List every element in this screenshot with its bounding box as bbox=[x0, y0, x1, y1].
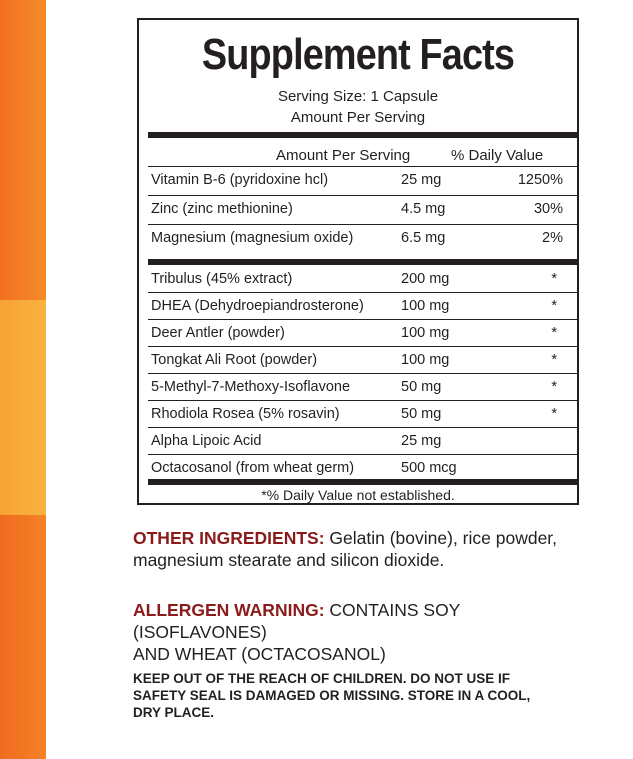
nutrient-amount: 25 mg bbox=[401, 433, 442, 449]
nutrient-amount: 50 mg bbox=[401, 406, 442, 422]
amount-per-serving: Amount Per Serving bbox=[290, 109, 426, 126]
nutrient-row bbox=[148, 292, 577, 318]
nutrient-name: DHEA (Dehydroepiandrosterone) bbox=[151, 298, 364, 314]
nutrient-row bbox=[148, 265, 577, 291]
nutrient-row bbox=[148, 427, 577, 453]
nutrient-daily-value: 2% bbox=[542, 230, 563, 246]
nutrient-daily-value: * bbox=[551, 298, 557, 314]
other-ingredients-text-2: magnesium stearate and silicon dioxide. bbox=[133, 550, 445, 570]
nutrient-daily-value: * bbox=[551, 379, 557, 395]
nutrient-row bbox=[148, 195, 577, 221]
allergen-text-2: AND WHEAT (OCTACOSANOL) bbox=[133, 644, 386, 664]
thick-rule-top bbox=[148, 132, 577, 138]
nutrient-row bbox=[148, 346, 577, 372]
nutrient-daily-value: * bbox=[551, 271, 557, 287]
facts-title: Supplement Facts bbox=[201, 30, 515, 79]
allergen-label: ALLERGEN WARNING: bbox=[133, 600, 325, 620]
nutrient-name: Tribulus (45% extract) bbox=[151, 271, 293, 287]
nutrient-amount: 4.5 mg bbox=[401, 201, 446, 217]
other-ingredients-label: OTHER INGREDIENTS: bbox=[133, 528, 325, 548]
column-header-dv: % Daily Value bbox=[451, 147, 544, 164]
nutrient-row bbox=[148, 166, 577, 192]
nutrient-name: Octacosanol (from wheat germ) bbox=[151, 460, 355, 476]
other-ingredients-text-1: Gelatin (bovine), rice powder, bbox=[329, 528, 558, 548]
supplement-facts-panel bbox=[137, 18, 579, 505]
stripe-bottom bbox=[0, 515, 46, 759]
nutrient-amount: 200 mg bbox=[401, 271, 450, 287]
nutrient-name: Rhodiola Rosea (5% rosavin) bbox=[151, 406, 340, 422]
serving-size: Serving Size: 1 Capsule bbox=[277, 88, 439, 105]
nutrient-amount: 6.5 mg bbox=[401, 230, 446, 246]
nutrient-name: Alpha Lipoic Acid bbox=[151, 433, 262, 449]
column-header-amount: Amount Per Serving bbox=[276, 147, 411, 164]
allergen-warning bbox=[133, 599, 593, 665]
nutrient-daily-value: 1250% bbox=[517, 172, 563, 188]
thick-rule-bottom bbox=[148, 479, 577, 485]
nutrient-daily-value: 30% bbox=[533, 201, 563, 217]
daily-value-footnote: *% Daily Value not established. bbox=[261, 487, 455, 503]
safety-warning-line-3: DRY PLACE. bbox=[133, 705, 215, 720]
nutrient-name: Vitamin B-6 (pyridoxine hcl) bbox=[151, 172, 329, 188]
header-divider bbox=[148, 166, 577, 167]
nutrient-daily-value: * bbox=[551, 406, 557, 422]
nutrient-row bbox=[148, 319, 577, 345]
nutrient-row bbox=[148, 400, 577, 426]
other-ingredients bbox=[133, 527, 593, 571]
stripe-top bbox=[0, 0, 46, 300]
nutrient-row bbox=[148, 454, 577, 480]
nutrient-amount: 100 mg bbox=[401, 325, 450, 341]
nutrient-amount: 100 mg bbox=[401, 352, 450, 368]
stripe-middle bbox=[0, 300, 46, 515]
safety-warning-line-2: SAFETY SEAL IS DAMAGED OR MISSING. STORE IN A COOL, bbox=[133, 688, 531, 703]
nutrient-name: Zinc (zinc methionine) bbox=[151, 201, 293, 217]
nutrient-name: Tongkat Ali Root (powder) bbox=[151, 352, 318, 368]
nutrient-name: 5-Methyl-7-Methoxy-Isoflavone bbox=[151, 379, 351, 395]
nutrient-amount: 500 mcg bbox=[401, 460, 457, 476]
allergen-text-1: CONTAINS SOY (ISOFLAVONES) bbox=[133, 600, 461, 642]
nutrient-row bbox=[148, 373, 577, 399]
nutrient-daily-value: * bbox=[551, 352, 557, 368]
nutrient-name: Deer Antler (powder) bbox=[151, 325, 285, 341]
nutrient-amount: 25 mg bbox=[401, 172, 442, 188]
safety-warning bbox=[133, 670, 603, 721]
nutrient-amount: 50 mg bbox=[401, 379, 442, 395]
safety-warning-line-1: KEEP OUT OF THE REACH OF CHILDREN. DO NOT USE IF bbox=[133, 671, 511, 686]
nutrient-amount: 100 mg bbox=[401, 298, 450, 314]
nutrient-name: Magnesium (magnesium oxide) bbox=[151, 230, 354, 246]
nutrient-daily-value: * bbox=[551, 325, 557, 341]
nutrient-row bbox=[148, 224, 577, 250]
